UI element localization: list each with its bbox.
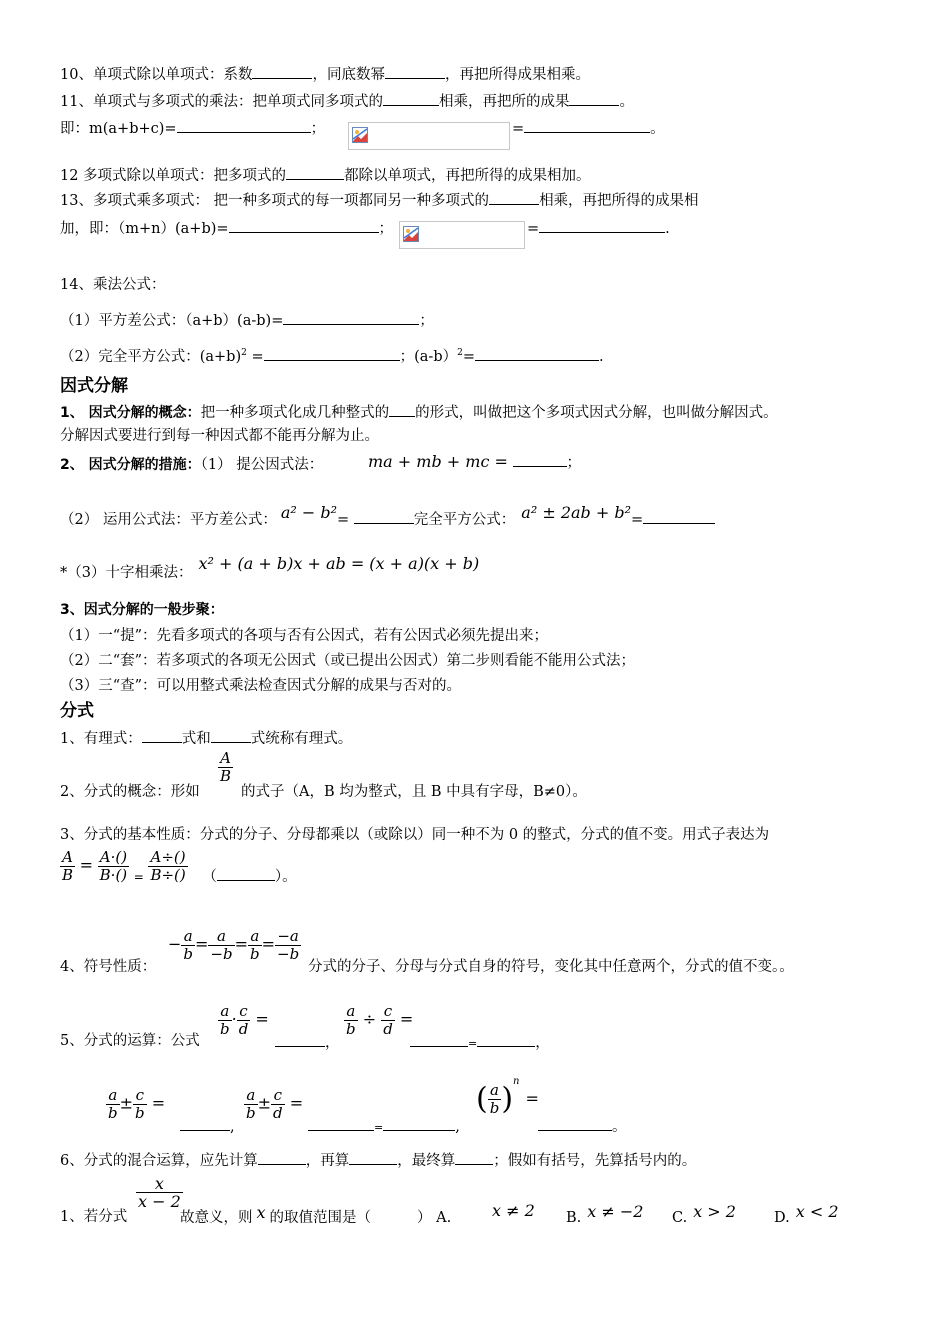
option-d[interactable] bbox=[774, 1202, 839, 1227]
rule-12 bbox=[60, 165, 591, 185]
fraction bbox=[275, 928, 301, 963]
broken-image-icon bbox=[352, 127, 368, 143]
fraction bbox=[218, 1003, 232, 1038]
numerator: a bbox=[106, 1087, 120, 1105]
math-expr: ( bbox=[476, 1081, 488, 1117]
exponent: 2 bbox=[241, 348, 247, 358]
blank[interactable] bbox=[275, 1032, 325, 1047]
numerator: A bbox=[218, 750, 233, 768]
fraction bbox=[136, 1175, 183, 1210]
numerator: a bbox=[218, 1003, 232, 1021]
blank[interactable] bbox=[489, 190, 539, 205]
blank[interactable] bbox=[513, 452, 567, 467]
denominator: d bbox=[273, 1104, 283, 1122]
denominator: d bbox=[383, 1020, 393, 1038]
numerator: c bbox=[237, 1003, 251, 1021]
math-expr: = bbox=[250, 1009, 269, 1029]
option-label: B. bbox=[566, 1210, 582, 1226]
denominator: b bbox=[220, 1020, 230, 1038]
option-label: C. bbox=[672, 1210, 688, 1226]
fraction-add-answer-2 bbox=[308, 1116, 460, 1137]
factor-step-1: （1）一“提”：先看多项式的各项与否有公因式，若有公因式必须先提出来； bbox=[60, 628, 549, 644]
numerator: a bbox=[344, 1003, 358, 1021]
formula-text: = bbox=[512, 121, 525, 137]
blank[interactable] bbox=[410, 1032, 468, 1047]
denominator: −b bbox=[277, 945, 300, 963]
fraction-text: （ bbox=[202, 868, 217, 885]
fraction-text: , bbox=[455, 1119, 460, 1135]
fraction-add-answer-1 bbox=[180, 1116, 235, 1136]
blank[interactable] bbox=[283, 310, 419, 325]
fraction-text: 1、有理式： bbox=[60, 731, 142, 747]
math-expr: ± bbox=[257, 1093, 272, 1113]
fraction-basic-property: 3、分式的基本性质：分式的分子、分母都乘以（或除以）同一种不为 0 的整式，分式的值不变。用式子表达为 bbox=[60, 827, 770, 843]
math-expr: ma + mb + mc = bbox=[368, 452, 508, 471]
denominator: B bbox=[62, 866, 74, 884]
factor-text: 完全平方公式： bbox=[413, 512, 516, 528]
fraction-add-expr-2 bbox=[244, 1087, 303, 1122]
rule-10-text: 10、单项式除以单项式：系数 bbox=[60, 67, 253, 83]
factor-text: （1） 提公因式法： bbox=[200, 457, 324, 473]
factor-concept-2: 分解因式要进行到每一种因式都不能再分解为止。 bbox=[60, 428, 379, 444]
fraction-div-expr bbox=[344, 1003, 413, 1038]
denominator: b bbox=[183, 945, 194, 963]
fraction-text: ， bbox=[535, 1035, 550, 1051]
mixed-operations bbox=[60, 1150, 696, 1170]
fraction-text: 6、分式的混合运算，应先计算 bbox=[60, 1153, 258, 1169]
numerator: c bbox=[381, 1003, 395, 1021]
denominator: B·() bbox=[99, 866, 128, 884]
fraction-text: 。 bbox=[612, 1119, 627, 1135]
factor-step-2: （2）二“套”：若多项式的各项无公因式（或已提出公因式）第二步则看能不能用公式法； bbox=[60, 653, 636, 669]
fraction-power-expr bbox=[476, 1075, 539, 1117]
fraction-add-expr-1 bbox=[106, 1087, 165, 1122]
math-expr: − bbox=[210, 945, 223, 963]
fraction bbox=[60, 849, 75, 884]
fraction-text: 式统称有理式。 bbox=[250, 731, 353, 747]
fraction-text: ；假如有括号，先算括号内的。 bbox=[493, 1153, 697, 1169]
rule-13-formula-end bbox=[527, 218, 670, 238]
numerator: a bbox=[248, 928, 262, 946]
rule-10-text: ，再把所得成果相乘。 bbox=[444, 67, 590, 83]
fraction-text: ）。 bbox=[274, 868, 297, 885]
blank[interactable] bbox=[258, 1150, 306, 1165]
formula-text: ； bbox=[378, 221, 394, 237]
exponent: 2 bbox=[457, 348, 463, 358]
fraction-text: 分式的分子、分母与分式自身的符号，变化其中任意两个，分式的值不变。。 bbox=[308, 959, 794, 975]
blank[interactable] bbox=[643, 509, 715, 524]
section-title-factorization: 因式分解 bbox=[60, 376, 128, 396]
rule-13-text: 13、多项式乘多项式： 把一种多项式的每一项都同另一种多项式的 bbox=[60, 193, 490, 209]
numerator: A·() bbox=[98, 849, 130, 867]
math-expr: = bbox=[79, 855, 94, 875]
fraction bbox=[181, 928, 195, 963]
fraction bbox=[237, 1003, 251, 1038]
question-text: 的取值范围是（ bbox=[269, 1210, 372, 1226]
fraction bbox=[488, 1082, 502, 1117]
factor-step-3: （3）三“查”：可以用整式乘法检查因式分解的成果与否对的。 bbox=[60, 678, 462, 694]
blank[interactable] bbox=[477, 1032, 535, 1047]
fraction-operations bbox=[60, 1032, 200, 1050]
factor-text: （2） 运用公式法：平方差公式： bbox=[60, 512, 277, 528]
math-expr: x² + (a + b)x + ab = (x + a)(x + b) bbox=[198, 554, 480, 573]
formula-text: 。 bbox=[650, 121, 665, 137]
fraction-power-answer bbox=[538, 1116, 627, 1136]
math-expr: = bbox=[261, 934, 276, 954]
broken-image-icon bbox=[403, 226, 419, 242]
numerator: a bbox=[181, 928, 195, 946]
broken-image bbox=[399, 221, 525, 249]
math-expr: ) bbox=[501, 1081, 514, 1117]
fraction bbox=[133, 1087, 147, 1122]
math-expr: b bbox=[223, 945, 233, 963]
factor-text: *（3）十字相乘法： bbox=[60, 565, 193, 581]
denominator: B÷() bbox=[150, 866, 186, 884]
rule-13 bbox=[60, 190, 699, 210]
fraction-text: = bbox=[468, 1037, 478, 1050]
section-title-fraction: 分式 bbox=[60, 701, 94, 721]
math-expr: x ≠ −2 bbox=[587, 1202, 644, 1221]
fraction-concept-end bbox=[241, 783, 587, 801]
formula-text: = bbox=[246, 348, 264, 365]
denominator: b bbox=[250, 945, 260, 963]
math-expr: a² ± 2ab + b² bbox=[521, 503, 632, 522]
numerator: a bbox=[488, 1082, 502, 1100]
denominator: b bbox=[246, 1104, 256, 1122]
option-c[interactable] bbox=[672, 1202, 736, 1227]
denominator: b bbox=[489, 1099, 500, 1117]
fraction-text: 5、分式的运算：公式 bbox=[60, 1033, 200, 1049]
fraction-text: ，最终算 bbox=[397, 1153, 456, 1169]
blank[interactable] bbox=[264, 346, 400, 361]
fraction-text: 式和 bbox=[181, 731, 211, 747]
formula-text: ； bbox=[419, 313, 434, 329]
blank[interactable] bbox=[383, 1116, 455, 1131]
rule-12-text: 都除以单项式，再把所得的成果相加。 bbox=[344, 168, 591, 184]
numerator: A÷() bbox=[148, 849, 187, 867]
fraction bbox=[344, 1003, 358, 1038]
math-expr: x < 2 bbox=[795, 1202, 839, 1221]
blank[interactable] bbox=[211, 728, 251, 743]
blank[interactable] bbox=[455, 1150, 493, 1165]
math-expr: − bbox=[168, 934, 182, 954]
fraction bbox=[271, 1087, 285, 1122]
blank[interactable] bbox=[539, 218, 665, 233]
difference-of-squares bbox=[60, 310, 434, 330]
fraction-text: , bbox=[230, 1119, 235, 1135]
sign-property-desc bbox=[308, 958, 794, 976]
question-text: 1、若分式 bbox=[60, 1209, 128, 1225]
cross-multiplication bbox=[60, 554, 480, 582]
math-expr: = bbox=[234, 934, 249, 954]
fraction-concept bbox=[60, 783, 200, 801]
math-expr: = bbox=[525, 1088, 539, 1108]
factor-text: ； bbox=[566, 455, 582, 471]
blank[interactable] bbox=[177, 118, 311, 133]
blank[interactable] bbox=[349, 1150, 397, 1165]
math-expr: = bbox=[195, 934, 209, 954]
factor-text: = bbox=[631, 512, 644, 528]
fraction-text: 4、符号性质： bbox=[60, 959, 157, 975]
numerator: a bbox=[244, 1087, 258, 1105]
common-factor-formula bbox=[368, 452, 581, 472]
numerator: a bbox=[208, 928, 234, 946]
blank[interactable] bbox=[229, 218, 379, 233]
blank[interactable] bbox=[308, 1116, 374, 1131]
blank[interactable] bbox=[475, 346, 599, 361]
blank[interactable] bbox=[385, 64, 445, 79]
fraction-text: ，再算 bbox=[305, 1153, 350, 1169]
exponent: n bbox=[513, 1075, 520, 1087]
rule-11-text: 。 bbox=[619, 94, 634, 110]
fraction-text: 2、分式的概念：形如 bbox=[60, 784, 200, 800]
rule-14-text: 14、乘法公式： bbox=[60, 277, 166, 293]
blank[interactable] bbox=[252, 64, 312, 79]
denominator: b bbox=[346, 1020, 356, 1038]
denominator: b bbox=[135, 1104, 145, 1122]
factor-concept-label: 1、 因式分解的概念： bbox=[60, 405, 201, 421]
numerator: A bbox=[60, 849, 75, 867]
formula-text: = bbox=[462, 348, 475, 365]
blank[interactable] bbox=[217, 866, 275, 881]
denominator bbox=[208, 946, 234, 963]
blank[interactable] bbox=[569, 91, 619, 106]
blank[interactable] bbox=[538, 1116, 612, 1131]
fraction bbox=[106, 1087, 120, 1122]
factor-text: = bbox=[337, 512, 350, 528]
formula-text: （2）完全平方公式：(a+b) bbox=[60, 348, 242, 365]
math-expr: ± bbox=[119, 1093, 134, 1113]
rule-13-formula bbox=[60, 218, 393, 238]
rule-11 bbox=[60, 91, 634, 111]
question-text: ） A. bbox=[417, 1210, 452, 1226]
math-expr: = bbox=[146, 1093, 166, 1113]
fraction-text: ， bbox=[325, 1035, 340, 1051]
rule-10 bbox=[60, 64, 590, 84]
fraction bbox=[248, 928, 262, 963]
question-text: 故意义，则 bbox=[180, 1210, 253, 1226]
math-expr: a² − b² bbox=[280, 503, 338, 522]
fraction bbox=[148, 849, 187, 884]
perfect-square bbox=[60, 344, 604, 366]
factor-steps-label: 3、因式分解的一般步聚： bbox=[60, 602, 224, 618]
sign-property-expr bbox=[168, 928, 301, 963]
math-expr: = bbox=[284, 1093, 304, 1113]
sign-property bbox=[60, 958, 156, 976]
factor-text: 的形式，叫做把这个多项式因式分解，也叫做分解因式。 bbox=[415, 405, 778, 421]
fraction bbox=[208, 928, 234, 963]
formula-method bbox=[60, 503, 715, 529]
numerator: c bbox=[271, 1087, 285, 1105]
fraction-basic-property-expr bbox=[60, 849, 297, 884]
denominator: x − 2 bbox=[138, 1192, 181, 1211]
fraction bbox=[381, 1003, 395, 1038]
numerator: x bbox=[136, 1175, 183, 1193]
numerator: −a bbox=[275, 928, 301, 946]
formula-text: 即：m(a+b+c)= bbox=[60, 121, 177, 137]
rule-11-formula bbox=[60, 118, 325, 138]
math-expr: x ≠ 2 bbox=[492, 1201, 535, 1220]
question-1-body bbox=[180, 1203, 452, 1227]
broken-image bbox=[348, 122, 510, 150]
rule-11-text: 相乘，再把所的成果 bbox=[438, 94, 570, 110]
formula-text: . bbox=[665, 221, 670, 237]
math-expr: = bbox=[133, 869, 144, 884]
fraction bbox=[244, 1087, 258, 1122]
question-1 bbox=[60, 1208, 127, 1226]
math-expr: x bbox=[256, 1203, 266, 1222]
rule-13-text: 相乘，再把所得的成果相 bbox=[539, 193, 699, 209]
fraction-mult-answer bbox=[275, 1032, 340, 1052]
rule-12-text: 12 多项式除以单项式：把多项式的 bbox=[60, 168, 287, 184]
formula-text: ；(a-b） bbox=[399, 348, 458, 365]
option-b[interactable] bbox=[566, 1202, 644, 1227]
math-expr: x > 2 bbox=[693, 1202, 736, 1221]
rule-14 bbox=[60, 276, 165, 294]
fraction-text: = bbox=[374, 1121, 384, 1134]
option-label: D. bbox=[774, 1210, 790, 1226]
rule-11-formula-end bbox=[512, 118, 665, 138]
math-expr: = bbox=[394, 1009, 414, 1029]
option-a[interactable] bbox=[492, 1202, 535, 1221]
fraction-text: 的式子（A，B 均为整式，且 B 中具有字母，B≠0）。 bbox=[241, 784, 587, 800]
blank[interactable] bbox=[180, 1116, 230, 1131]
factor-concept bbox=[60, 402, 778, 422]
formula-text: 加，即：（m+n）(a+b)= bbox=[60, 221, 229, 237]
denominator: B bbox=[220, 767, 232, 785]
numerator: c bbox=[133, 1087, 147, 1105]
rational-expression bbox=[60, 728, 352, 748]
formula-text: ； bbox=[310, 121, 326, 137]
factor-methods bbox=[60, 456, 323, 474]
blank[interactable] bbox=[389, 402, 415, 417]
rule-11-text: 11、单项式与多项式的乘法：把单项式同多项式的 bbox=[60, 94, 383, 110]
math-expr: ÷ bbox=[357, 1009, 382, 1029]
fraction-mult-expr bbox=[218, 1003, 269, 1038]
math-expr: · bbox=[231, 1009, 237, 1029]
factor-text: 把一种多项式化成几种整式的 bbox=[200, 405, 390, 421]
formula-text: . bbox=[599, 348, 604, 365]
blank[interactable] bbox=[354, 509, 414, 524]
blank[interactable] bbox=[142, 728, 182, 743]
factor-methods-label: 2、 因式分解的措施： bbox=[60, 457, 201, 473]
fraction-div-answer bbox=[410, 1032, 550, 1053]
denominator: d bbox=[238, 1020, 249, 1038]
fraction bbox=[98, 849, 130, 884]
blank[interactable] bbox=[383, 91, 439, 106]
formula-text: = bbox=[527, 221, 540, 237]
question-1-fraction bbox=[136, 1175, 183, 1210]
formula-text: （1）平方差公式：（a+b）(a-b)= bbox=[60, 313, 284, 329]
fraction-a-over-b bbox=[218, 750, 233, 785]
blank[interactable] bbox=[524, 118, 650, 133]
rule-10-text: ，同底数幂 bbox=[312, 67, 385, 83]
blank[interactable] bbox=[286, 165, 344, 180]
fraction-concept-frac bbox=[218, 750, 233, 785]
denominator: b bbox=[108, 1104, 118, 1122]
